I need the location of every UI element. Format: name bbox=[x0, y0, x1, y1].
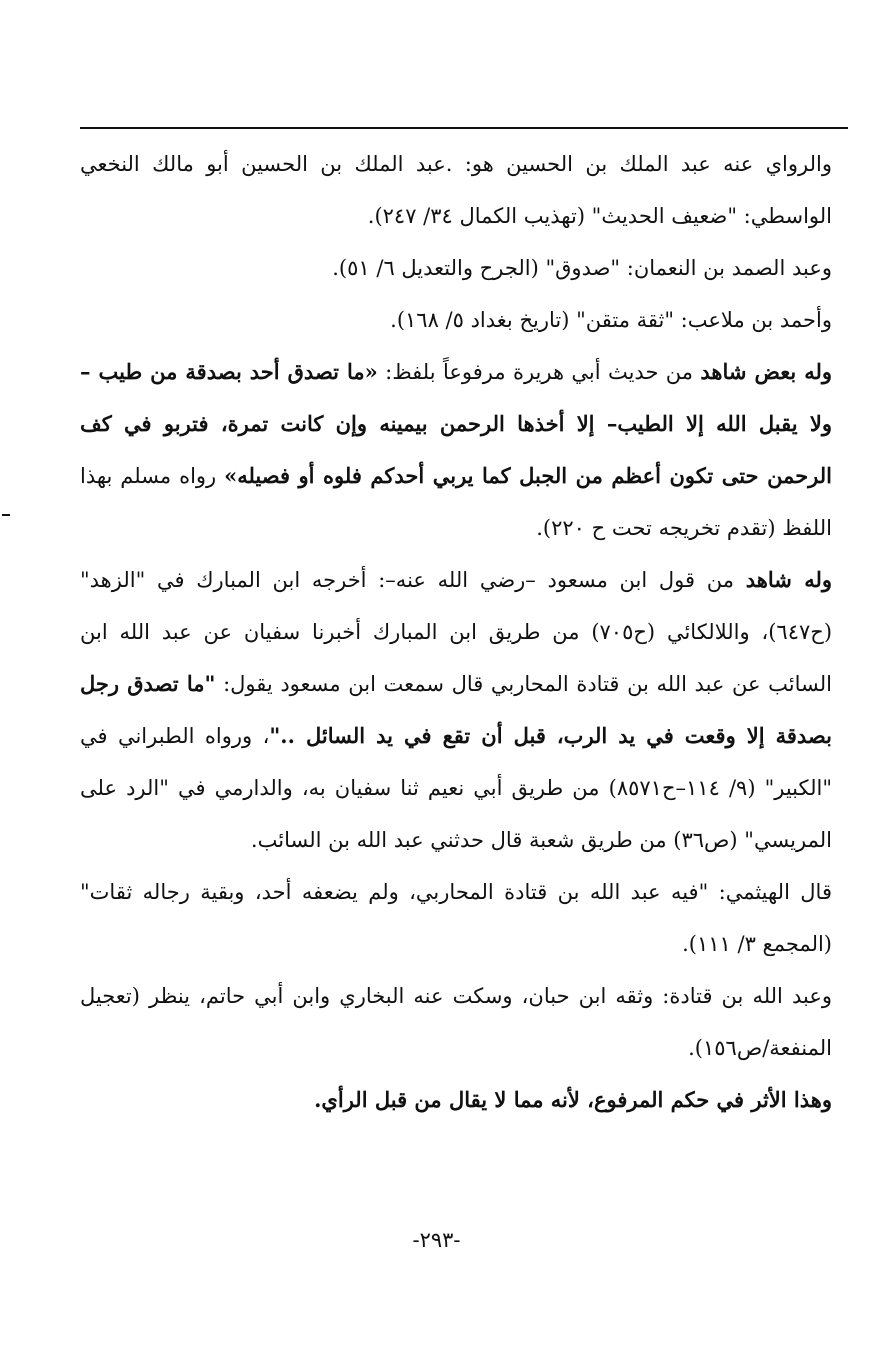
paragraph-witness-abu-hurayra bbox=[80, 346, 832, 554]
witness2-intro: من قول ابن مسعود –رضي الله عنه–: أخرجه ابن المبارك في "الزهد" (ح٦٤٧)، واللالكائي (ح٧٠٥) من طريق ابن المبارك أخبرنا سفيان عن عبد الله ابن السائب عن عبد الله بن قتادة المحاربي قال سمعت ابن مسعود يقول: bbox=[80, 568, 833, 696]
margin-mark bbox=[2, 514, 10, 516]
witness1-tail: رواه مسلم بهذا اللفظ (تقدم تخريجه تحت ح ٢٢٠). bbox=[80, 464, 832, 540]
paragraph-ahmad-ibn-mulaib: وأحمد بن ملاعب: "ثقة متقن" (تاريخ بغداد ٥/ ١٦٨). bbox=[390, 308, 832, 332]
header-rule bbox=[80, 127, 848, 129]
paragraph-abdussamad: وعبد الصمد بن النعمان: "صدوق" (الجرح والتعديل ٦/ ٥١). bbox=[332, 256, 832, 280]
body-text bbox=[80, 138, 832, 1126]
witness1-lead: وله بعض شاهد bbox=[700, 359, 832, 384]
page-number: -٢٩٣- bbox=[412, 1228, 461, 1252]
paragraph-witness-ibn-masud bbox=[80, 554, 832, 866]
witness2-lead: وله شاهد bbox=[745, 567, 832, 592]
witness2-tail: ، ورواه الطبراني في "الكبير" (٩/ ١١٤–ح٨٥٧١) من طريق أبي نعيم ثنا سفيان به، والدارمي في "الرد على المريسي" (ص٣٦) من طريق شعبة قال حدثني عبد الله بن السائب. bbox=[80, 724, 832, 852]
witness1-intro: من حديث أبي هريرة مرفوعاً بلفظ: bbox=[377, 360, 701, 384]
paragraph-conclusion: وهذا الأثر في حكم المرفوع، لأنه مما لا يقال من قبل الرأي. bbox=[314, 1087, 832, 1112]
paragraph-haythami: قال الهيثمي: "فيه عبد الله بن قتادة المحاربي، ولم يضعفه أحد، وبقية رجاله ثقات" (المجمع ٣/ ١١١). bbox=[80, 880, 832, 956]
paragraph-abdullah-ibn-qatada: وعبد الله بن قتادة: وثقه ابن حبان، وسكت عنه البخاري وابن أبي حاتم، ينظر (تعجيل المنفعة/ص١٥٦). bbox=[80, 984, 832, 1060]
witness1-quote: «ما تصدق أحد بصدقة من طيب –ولا يقبل الله إلا الطيب– إلا أخذها الرحمن بيمينه وإن كانت تمرة، فتربو في كف الرحمن حتى تكون أعظم من الجبل كما يربي أحدكم فلوه أو فصيله» bbox=[80, 359, 832, 488]
paragraph-narrator-abdulmalik: والرواي عنه عبد الملك بن الحسين هو: .عبد الملك بن الحسين أبو مالك النخعي الواسطي: "ضعيف الحديث" (تهذيب الكمال ٣٤/ ٢٤٧). bbox=[80, 152, 832, 228]
witness2-quote: "ما تصدق رجل بصدقة إلا وقعت في يد الرب، قبل أن تقع في يد السائل .." bbox=[80, 671, 832, 748]
